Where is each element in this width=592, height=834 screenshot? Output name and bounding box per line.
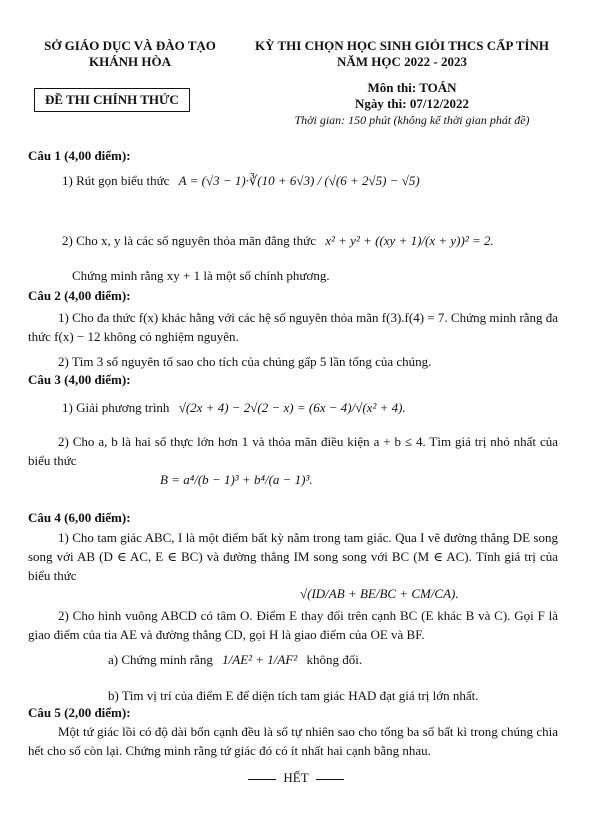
official-exam-label: ĐỀ THI CHÍNH THỨC [34, 88, 190, 112]
exam-title [232, 38, 572, 70]
end-marker-left-rule [248, 779, 276, 780]
question-1-heading: Câu 1 (4,00 điểm): [28, 148, 131, 163]
question-4-part-2: 2) Cho hình vuông ABCD có tâm O. Điểm E thay đổi trên cạnh BC (E khác B và C). Gọi F là giao điểm của tia AE và đường thẳng CD, gọi H là giao điểm của OE và BF. [28, 608, 558, 642]
question-3-part-1-text: 1) Giải phương trình [62, 400, 170, 415]
department-name [30, 38, 230, 70]
question-3-part-2-expression: B = a⁴/(b − 1)³ + b⁴/(a − 1)³. [160, 472, 313, 487]
date-line: Ngày thi: 07/12/2022 [354, 96, 470, 111]
time-line: Thời gian: 150 phút (không kể thời gian phát đề) [294, 113, 530, 127]
question-1-part-1-text: 1) Rút gọn biểu thức [62, 173, 170, 188]
question-4-heading: Câu 4 (6,00 điểm): [28, 510, 131, 525]
question-4-part-2a-expression: 1/AE² + 1/AF² [222, 652, 298, 667]
question-4-part-2a [108, 652, 362, 668]
end-marker [0, 770, 592, 786]
question-5-heading: Câu 5 (2,00 điểm): [28, 705, 131, 720]
question-3-part-1 [62, 400, 406, 416]
question-4-part-2a-text: a) Chứng minh rằng [108, 652, 213, 667]
question-1-part-2-conclusion: Chứng minh rằng xy + 1 là một số chính phương. [72, 268, 330, 283]
question-2-part-2: 2) Tìm 3 số nguyên tố sao cho tích của chúng gấp 5 lần tổng của chúng. [58, 354, 432, 369]
question-2-heading: Câu 2 (4,00 điểm): [28, 288, 131, 303]
question-4-part-2b: b) Tìm vị trí của điểm E để diện tích tam giác HAD đạt giá trị lớn nhất. [108, 688, 479, 703]
question-5-body: Một tứ giác lồi có độ dài bốn cạnh đều là số tự nhiên sao cho tổng ba số bất kì trong chúng chia hết cho số còn lại. Chứng minh rằng tứ giác đó có ít nhất hai cạnh bằng nhau. [28, 724, 558, 758]
exam-info [262, 80, 562, 128]
exam-title-line-2: NĂM HỌC 2022 - 2023 [337, 54, 467, 69]
exam-title-line-1: KỲ THI CHỌN HỌC SINH GIỎI THCS CẤP TỈNH [254, 38, 549, 53]
end-marker-right-rule [316, 779, 344, 780]
question-1-part-1-expression: A = (√3 − 1)·∛(10 + 6√3) / (√(6 + 2√5) − √5) [178, 173, 420, 188]
question-1-part-2 [62, 232, 494, 250]
question-2-part-1: 1) Cho đa thức f(x) khác hằng với các hệ số nguyên thỏa mãn f(3).f(4) = 7. Chứng minh rằng đa thức f(x) − 12 không có nghiệm nguyên. [28, 310, 558, 344]
end-label: HẾT [283, 770, 309, 785]
question-4-part-1-expression: √(ID/AB + BE/BC + CM/CA). [300, 586, 459, 601]
question-3-part-2: 2) Cho a, b là hai số thực lớn hơn 1 và thỏa mãn điều kiện a + b ≤ 4. Tìm giá trị nhỏ nhất của biểu thức [28, 434, 558, 468]
department-line-1: SỞ GIÁO DỤC VÀ ĐÀO TẠO [44, 38, 216, 53]
question-1-part-2-text: 2) Cho x, y là các số nguyên thỏa mãn đẳng thức [62, 233, 316, 248]
subject-line: Môn thi: TOÁN [367, 80, 457, 95]
question-1-part-2-expression: x² + y² + ((xy + 1)/(x + y))² = 2. [325, 233, 494, 248]
question-3-part-1-expression: √(2x + 4) − 2√(2 − x) = (6x − 4)/√(x² + 4). [178, 400, 406, 415]
question-4-part-1: 1) Cho tam giác ABC, I là một điểm bất kỳ nằm trong tam giác. Qua I vẽ đường thẳng DE song song với AB (D ∈ AC, E ∈ BC) và đường thẳng IM song song với BC (M ∈ AC). Tính giá trị của biểu thức [28, 530, 558, 583]
department-line-2: KHÁNH HÒA [89, 54, 171, 69]
question-1-part-1 [62, 172, 420, 190]
question-3-heading: Câu 3 (4,00 điểm): [28, 372, 131, 387]
question-4-part-2a-tail: không đổi. [306, 652, 363, 667]
